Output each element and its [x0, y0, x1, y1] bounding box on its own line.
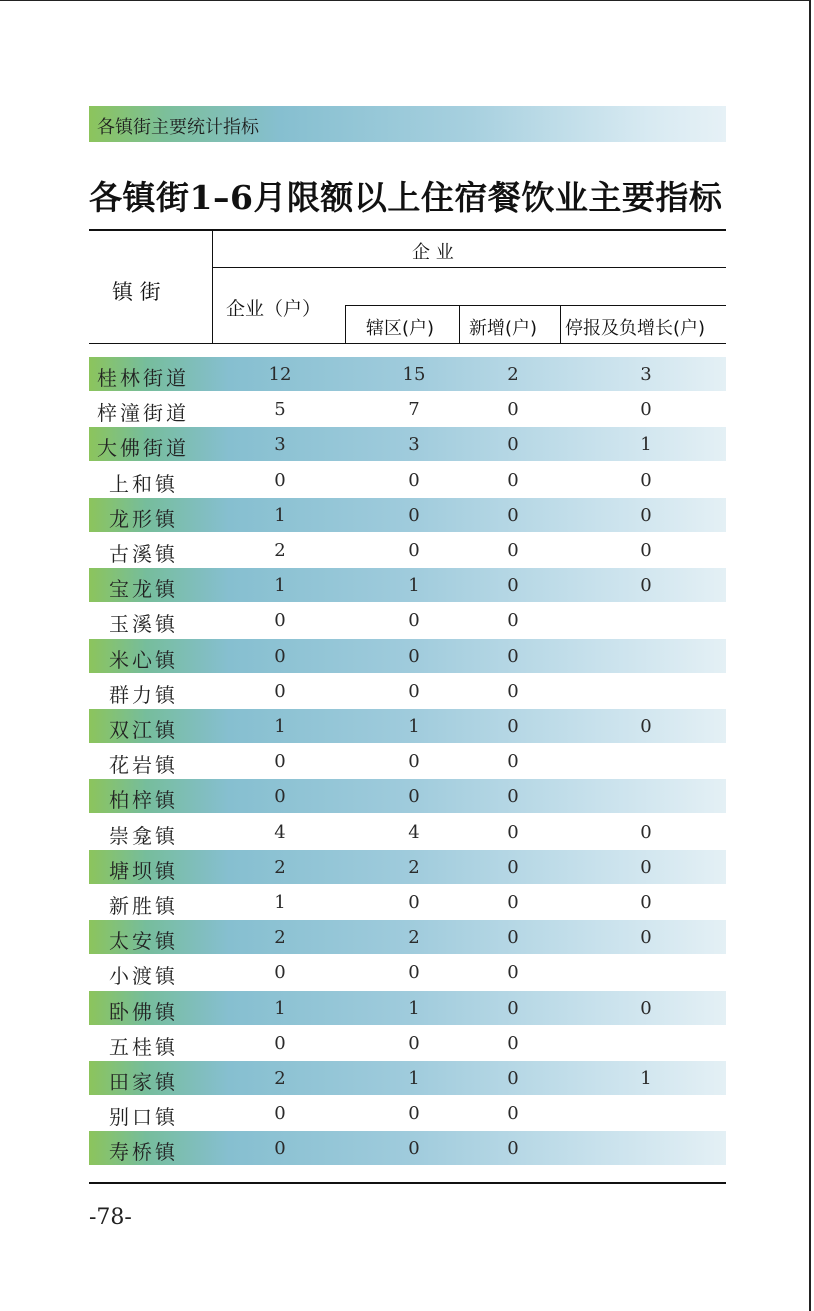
- cell-jurisdiction: 0: [408, 610, 420, 632]
- col-header-town: 镇 街: [112, 280, 161, 304]
- table-row: [89, 463, 726, 497]
- col-header-group: 企 业: [412, 242, 454, 263]
- cell-enterprise: 0: [274, 1032, 286, 1054]
- cell-enterprise: 2: [274, 1068, 286, 1089]
- table-row: [89, 815, 726, 849]
- cell-new-added: 0: [507, 1138, 519, 1160]
- cell-enterprise: 0: [274, 610, 286, 632]
- town-name-cell: 寿桥镇: [109, 1140, 178, 1165]
- cell-jurisdiction: 0: [408, 1103, 420, 1125]
- cell-new-added: 0: [507, 645, 519, 667]
- town-name-cell: 小渡镇: [109, 964, 178, 989]
- table-row: [89, 885, 726, 919]
- town-name-cell: 玉溪镇: [109, 612, 178, 637]
- cell-enterprise: 0: [274, 469, 286, 491]
- table-row: [89, 955, 726, 989]
- town-name-cell: 双江镇: [109, 718, 178, 742]
- cell-jurisdiction: 15: [402, 364, 426, 385]
- cell-jurisdiction: 1: [408, 716, 420, 737]
- group-underline: [212, 267, 726, 268]
- cell-new-added: 0: [507, 469, 519, 491]
- town-name-cell: 群力镇: [109, 682, 178, 707]
- cell-new-added: 0: [507, 575, 519, 597]
- cell-enterprise: 5: [274, 399, 286, 421]
- cell-negative: 0: [640, 399, 652, 421]
- cell-enterprise: 2: [274, 540, 286, 561]
- cell-negative: 0: [640, 892, 652, 913]
- cell-new-added: 0: [507, 1103, 519, 1125]
- cell-new-added: 0: [507, 680, 519, 702]
- town-name-cell: 卧佛镇: [109, 999, 178, 1024]
- section-header: 各镇街主要统计指标: [97, 117, 259, 138]
- cell-enterprise: 0: [274, 962, 286, 984]
- col-divider-2: [459, 305, 460, 343]
- cell-new-added: 0: [507, 504, 519, 526]
- table-row: [89, 498, 726, 532]
- cell-enterprise: 0: [274, 645, 286, 667]
- cell-enterprise: 1: [274, 716, 286, 737]
- cell-negative: 0: [640, 856, 652, 878]
- cell-new-added: 0: [507, 927, 519, 949]
- cell-negative: 0: [640, 469, 652, 491]
- table-row: [89, 674, 726, 708]
- town-name-cell: 宝龙镇: [109, 577, 178, 602]
- cell-jurisdiction: 0: [408, 645, 420, 667]
- cell-new-added: 0: [507, 892, 519, 913]
- cell-new-added: 0: [507, 997, 519, 1019]
- cell-new-added: 0: [507, 1032, 519, 1054]
- cell-negative: 0: [640, 504, 652, 526]
- cell-enterprise: 12: [268, 364, 292, 385]
- town-name-cell: 别口镇: [109, 1105, 178, 1130]
- table-header-bottom-rule: [89, 343, 726, 344]
- table-row: [89, 709, 726, 743]
- cell-new-added: 0: [507, 399, 519, 421]
- col-header-enterprise: 企业（户）: [226, 298, 322, 320]
- col-header-negative: 停报及负增长(户): [565, 318, 706, 339]
- cell-new-added: 0: [507, 716, 519, 737]
- town-name-cell: 上和镇: [109, 471, 178, 496]
- town-name-cell: 花岩镇: [109, 753, 178, 778]
- cell-enterprise: 1: [274, 504, 286, 526]
- town-name-cell: 大佛街道: [97, 436, 189, 461]
- table-row: [89, 392, 726, 426]
- cell-enterprise: 0: [274, 1138, 286, 1160]
- cell-negative: 0: [640, 997, 652, 1019]
- cell-jurisdiction: 2: [408, 856, 420, 878]
- table-row: [89, 357, 726, 391]
- sub-header-top-line: [345, 305, 726, 306]
- town-name-cell: 五桂镇: [109, 1034, 178, 1059]
- cell-jurisdiction: 1: [408, 1068, 420, 1089]
- table-top-rule: [89, 229, 726, 231]
- table-row: [89, 568, 726, 602]
- cell-enterprise: 2: [274, 856, 286, 878]
- cell-jurisdiction: 3: [408, 434, 420, 456]
- table-row: [89, 603, 726, 637]
- town-name-cell: 崇龛镇: [109, 823, 178, 848]
- cell-negative: 0: [640, 927, 652, 949]
- table-row: [89, 1131, 726, 1165]
- cell-jurisdiction: 0: [408, 504, 420, 526]
- town-name-cell: 新胜镇: [109, 894, 178, 918]
- table-row: [89, 427, 726, 461]
- cell-jurisdiction: 0: [408, 751, 420, 773]
- cell-new-added: 0: [507, 786, 519, 808]
- table-row: [89, 991, 726, 1025]
- cell-negative: 0: [640, 716, 652, 737]
- cell-enterprise: 3: [274, 434, 286, 456]
- table-row: [89, 744, 726, 778]
- cell-jurisdiction: 0: [408, 786, 420, 808]
- town-name-cell: 柏梓镇: [109, 788, 178, 813]
- cell-new-added: 0: [507, 821, 519, 843]
- page-title: 各镇街1–6月限额以上住宿餐饮业主要指标: [89, 178, 723, 217]
- town-name-cell: 桂林街道: [97, 366, 189, 390]
- cell-jurisdiction: 0: [408, 469, 420, 491]
- cell-enterprise: 2: [274, 927, 286, 949]
- cell-new-added: 0: [507, 540, 519, 561]
- table-row: [89, 639, 726, 673]
- town-name-cell: 龙形镇: [109, 506, 178, 531]
- table-row: [89, 850, 726, 884]
- cell-enterprise: 0: [274, 786, 286, 808]
- cell-negative: 1: [640, 1068, 652, 1089]
- cell-negative: 0: [640, 540, 652, 561]
- table-bottom-rule: [89, 1182, 726, 1184]
- cell-new-added: 0: [507, 751, 519, 773]
- table-row: [89, 1026, 726, 1060]
- page-number: -78-: [89, 1205, 132, 1230]
- col-header-new: 新增(户): [469, 318, 538, 339]
- cell-jurisdiction: 0: [408, 540, 420, 561]
- town-name-cell: 田家镇: [109, 1070, 178, 1094]
- section-header-band: [89, 106, 726, 142]
- cell-enterprise: 0: [274, 1103, 286, 1125]
- cell-jurisdiction: 7: [408, 399, 420, 421]
- cell-jurisdiction: 0: [408, 892, 420, 913]
- cell-new-added: 0: [507, 856, 519, 878]
- cell-jurisdiction: 0: [408, 962, 420, 984]
- cell-enterprise: 1: [274, 892, 286, 913]
- cell-enterprise: 4: [274, 821, 286, 843]
- table-row: [89, 779, 726, 813]
- cell-jurisdiction: 0: [408, 1138, 420, 1160]
- cell-enterprise: 1: [274, 575, 286, 597]
- cell-negative: 0: [640, 821, 652, 843]
- cell-enterprise: 0: [274, 751, 286, 773]
- cell-new-added: 2: [507, 364, 519, 385]
- cell-jurisdiction: 4: [408, 821, 420, 843]
- cell-negative: 1: [640, 434, 652, 456]
- col-header-jurisdiction: 辖区(户): [366, 318, 435, 339]
- cell-new-added: 0: [507, 962, 519, 984]
- cell-jurisdiction: 2: [408, 927, 420, 949]
- town-name-cell: 米心镇: [109, 647, 178, 672]
- cell-jurisdiction: 1: [408, 997, 420, 1019]
- table-row: [89, 533, 726, 567]
- cell-enterprise: 1: [274, 997, 286, 1019]
- table-row: [89, 920, 726, 954]
- cell-new-added: 0: [507, 434, 519, 456]
- cell-enterprise: 0: [274, 680, 286, 702]
- col-divider-1: [345, 305, 346, 343]
- cell-new-added: 0: [507, 1068, 519, 1089]
- town-col-divider: [212, 231, 213, 343]
- cell-jurisdiction: 0: [408, 1032, 420, 1054]
- cell-negative: 0: [640, 575, 652, 597]
- cell-new-added: 0: [507, 610, 519, 632]
- town-name-cell: 塘坝镇: [109, 858, 178, 883]
- col-divider-3: [560, 305, 561, 343]
- table-row: [89, 1061, 726, 1095]
- cell-jurisdiction: 1: [408, 575, 420, 597]
- town-name-cell: 太安镇: [109, 929, 178, 954]
- town-name-cell: 梓潼街道: [97, 401, 189, 426]
- town-name-cell: 古溪镇: [109, 542, 178, 566]
- cell-jurisdiction: 0: [408, 680, 420, 702]
- table-row: [89, 1096, 726, 1130]
- cell-negative: 3: [640, 364, 652, 385]
